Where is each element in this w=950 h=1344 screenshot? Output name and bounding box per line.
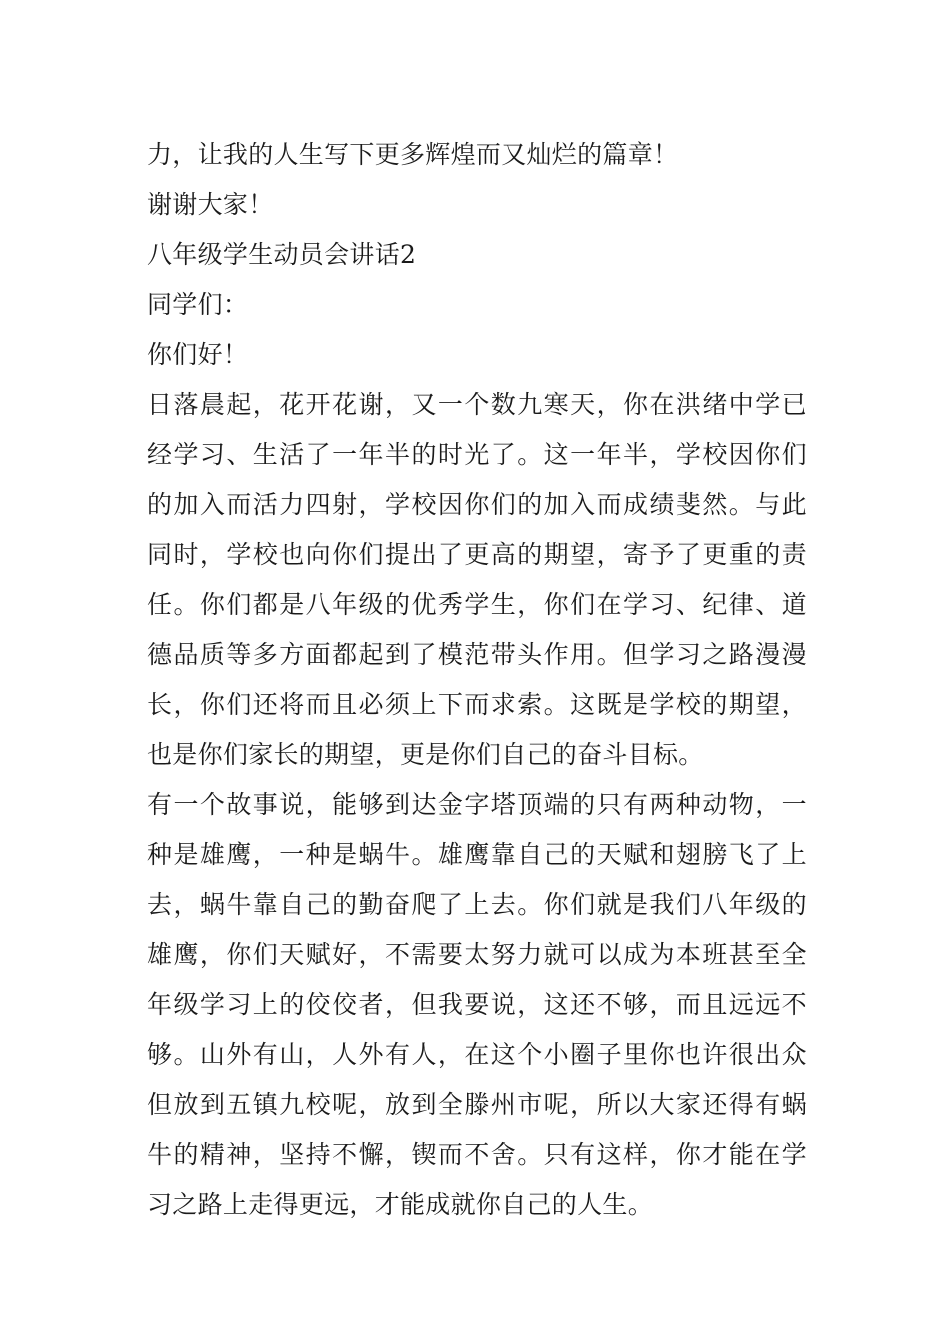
text-line: 去，蜗牛靠自己的勤奋爬了上去。你们就是我们八年级的 [147, 890, 807, 919]
text-line: 种是雄鹰，一种是蜗牛。雄鹰靠自己的天赋和翅膀飞了上 [147, 840, 807, 869]
document-body [147, 130, 807, 1230]
greeting: 你们好！ [147, 340, 249, 369]
text-line: 牛的精神，坚持不懈，锲而不舍。只有这样，你才能在学 [147, 1140, 807, 1169]
text-line: 也是你们家长的期望，更是你们自己的奋斗目标。 [147, 740, 704, 769]
text-line: 有一个故事说，能够到达金字塔顶端的只有两种动物，一 [147, 790, 807, 819]
salutation: 同学们： [147, 290, 249, 319]
section-heading: 八年级学生动员会讲话2 [147, 240, 417, 269]
text-line: 谢谢大家！ [147, 190, 274, 219]
text-line: 经学习、生活了一年半的时光了。这一年半，学校因你们 [147, 440, 807, 469]
text-line: 任。你们都是八年级的优秀学生，你们在学习、纪律、道 [147, 590, 807, 619]
text-line: 雄鹰，你们天赋好，不需要太努力就可以成为本班甚至全 [147, 940, 807, 969]
text-line: 够。山外有山，人外有人，在这个小圈子里你也许很出众 [147, 1040, 807, 1069]
text-line: 德品质等多方面都起到了模范带头作用。但学习之路漫漫 [147, 640, 807, 669]
text-line: 习之路上走得更远，才能成就你自己的人生。 [147, 1190, 654, 1219]
text-line: 年级学习上的佼佼者，但我要说，这还不够，而且远远不 [147, 990, 807, 1019]
text-line: 日落晨起，花开花谢，又一个数九寒天，你在洪绪中学已 [147, 390, 807, 419]
text-line: 但放到五镇九校呢，放到全滕州市呢，所以大家还得有蜗 [147, 1090, 807, 1119]
text-line: 力，让我的人生写下更多辉煌而又灿烂的篇章！ [147, 140, 679, 169]
text-line: 长，你们还将而且必须上下而求索。这既是学校的期望， [147, 690, 807, 719]
text-line: 的加入而活力四射，学校因你们的加入而成绩斐然。与此 [147, 490, 807, 519]
text-line: 同时，学校也向你们提出了更高的期望，寄予了更重的责 [147, 540, 807, 569]
